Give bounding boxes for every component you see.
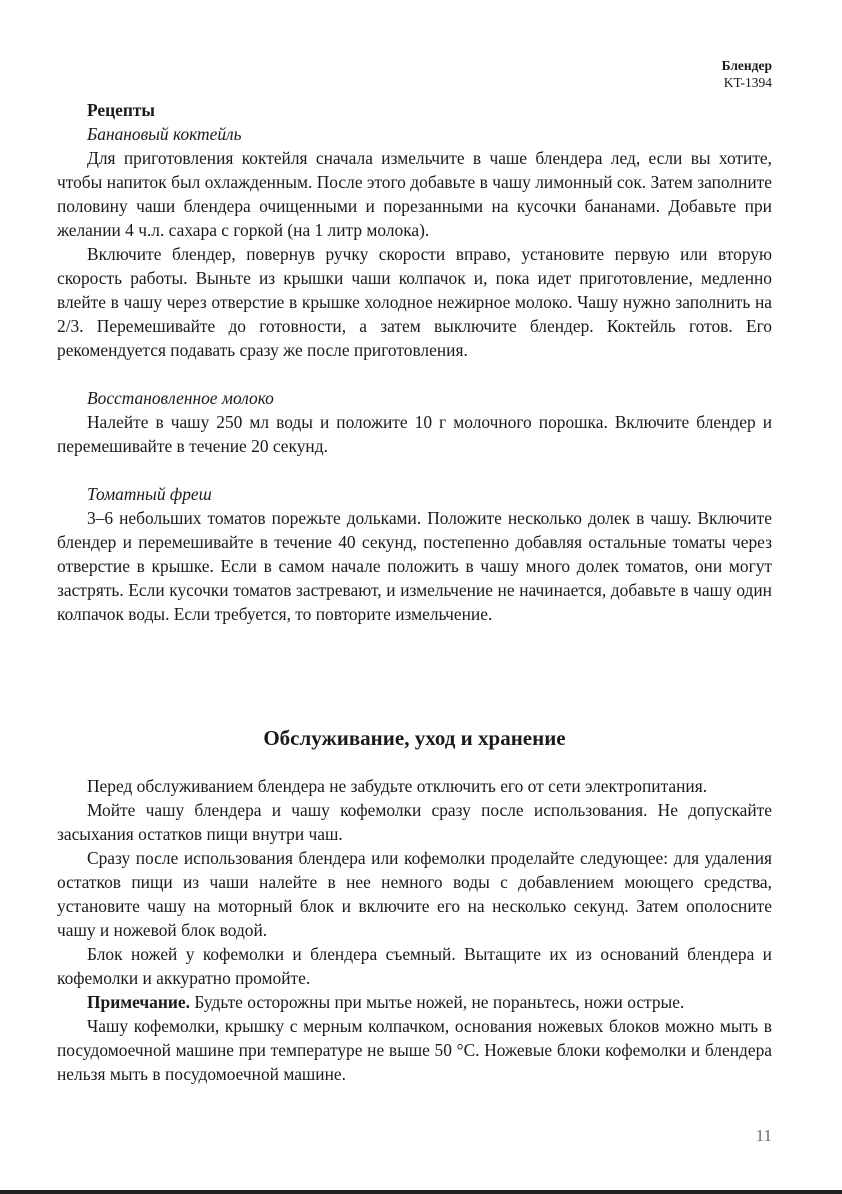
banana-paragraph-2: Включите блендер, повернув ручку скорости вправо, установите первую или вторую скорость работы. Выньте из крышки чаши колпачок и, пока идет приготовление, медленно влейте в чашу через отверстие в крышке холодное нежирное молоко. Чашу нужно заполнить на 2/3. Перемешивайте до готовности, а затем выключите блендер. Коктейль готов. Его рекомендуется подавать сразу же после приготовления. [57, 244, 772, 360]
maintenance-note [57, 990, 772, 1014]
tomato-paragraph-1: 3–6 небольших томатов порежьте дольками. Положите несколько долек в чашу. Включите блендер и перемешивайте в течение 40 секунд, постепенно добавляя остальные томаты через отверстие в крышке. Если в самом начале положить в чашу много долек томатов, они могут застрять. Если кусочки томатов застревают, и измельчение не начинается, добавьте в чашу один колпачок воды. Если требуется, то повторите измельчение. [57, 508, 772, 624]
maintenance-title: Обслуживание, уход и хранение [263, 726, 566, 750]
page-number: 11 [755, 1126, 772, 1145]
maintenance-paragraph-2: Мойте чашу блендера и чашу кофемолки сразу после использования. Не допускайте засыхания остатков пищи внутри чаш. [57, 800, 772, 844]
note-text: Будьте осторожны при мытье ножей, не пораньтесь, ножи острые. [189, 992, 685, 1012]
maintenance-paragraph-1: Перед обслуживанием блендера не забудьте отключить его от сети электропитания. [87, 776, 708, 796]
tomato-recipe-title: Томатный фреш [87, 484, 212, 504]
maintenance-paragraph-4: Блок ножей у кофемолки и блендера съемный. Вытащите их из оснований блендера и кофемолки и аккуратно промойте. [57, 944, 772, 988]
maintenance-paragraph-3: Сразу после использования блендера или кофемолки проделайте следующее: для удаления остатков пищи из чаши налейте в нее немного воды с добавлением моющего средства, установите чашу на моторный блок и включите его на несколько секунд. Затем ополосните чашу и ножевой блок водой. [57, 848, 772, 940]
bottom-rule [0, 1190, 842, 1194]
banana-paragraph-1: Для приготовления коктейля сначала измельчите в чаше блендера лед, если вы хотите, чтобы напиток был охлажденным. После этого добавьте в чашу лимонный сок. Затем заполните половину чаши блендера очищенными и порезанными на кусочки бананами. Добавьте при желании 4 ч.л. сахара с горкой (на 1 литр молока). [57, 148, 772, 240]
header-brand: Блендер [721, 58, 772, 73]
banana-recipe-title: Банановый коктейль [87, 124, 242, 144]
header-model: KT-1394 [723, 75, 772, 90]
milk-paragraph-1: Налейте в чашу 250 мл воды и положите 10 г молочного порошка. Включите блендер и перемешивайте в течение 20 секунд. [57, 412, 772, 456]
milk-recipe-title: Восстановленное молоко [87, 388, 274, 408]
maintenance-paragraph-5: Чашу кофемолки, крышку с мерным колпачком, основания ножевых блоков можно мыть в посудомоечной машине при температуре не выше 50 °С. Ножевые блоки кофемолки и блендера нельзя мыть в посудомоечной машине. [57, 1016, 772, 1084]
note-label: Примечание. [87, 992, 190, 1012]
page-content [57, 96, 772, 1086]
page-header [722, 57, 772, 91]
recipes-title: Рецепты [87, 100, 155, 120]
